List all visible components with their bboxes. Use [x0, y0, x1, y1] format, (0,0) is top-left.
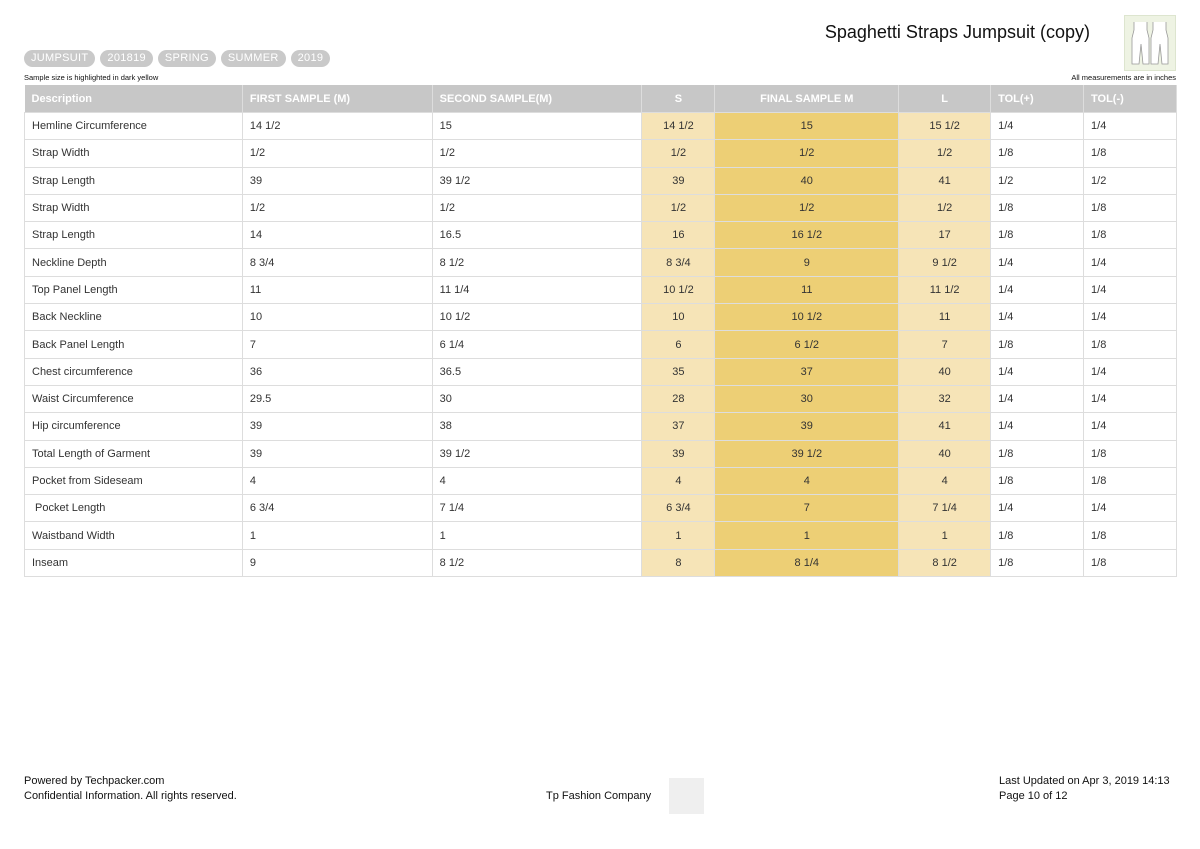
measurement-cell: 6 1/4 — [432, 331, 642, 358]
column-header: FIRST SAMPLE (M) — [242, 85, 432, 113]
measurement-cell: 39 1/2 — [432, 440, 642, 467]
measurement-cell: 8 1/2 — [432, 249, 642, 276]
table-row — [25, 331, 1177, 358]
measurement-cell: 6 1/2 — [715, 331, 899, 358]
measurement-description: Strap Width — [25, 194, 243, 221]
measurement-cell: 10 — [642, 304, 715, 331]
measurement-description: Waistband Width — [25, 522, 243, 549]
column-header: S — [642, 85, 715, 113]
measurement-cell: 1/2 — [1084, 167, 1177, 194]
measurement-cell: 9 — [242, 549, 432, 576]
measurement-cell: 1/4 — [1084, 249, 1177, 276]
measurement-table — [24, 85, 1177, 577]
measurement-cell: 1/8 — [991, 140, 1084, 167]
measurement-cell: 1/2 — [715, 140, 899, 167]
measurement-cell: 41 — [899, 413, 991, 440]
measurement-description: Pocket from Sideseam — [25, 467, 243, 494]
measurement-cell: 14 1/2 — [642, 113, 715, 140]
measurement-cell: 4 — [242, 467, 432, 494]
measurement-cell: 4 — [715, 467, 899, 494]
measurement-cell: 36.5 — [432, 358, 642, 385]
measurement-cell: 1/8 — [1084, 140, 1177, 167]
sample-size-note: Sample size is highlighted in dark yellow — [24, 73, 159, 82]
units-note: All measurements are in inches — [1071, 73, 1176, 82]
measurement-cell: 11 — [899, 304, 991, 331]
measurement-cell: 1/8 — [1084, 440, 1177, 467]
measurement-cell: 1/4 — [1084, 413, 1177, 440]
measurement-cell: 39 — [642, 167, 715, 194]
measurement-cell: 39 — [642, 440, 715, 467]
measurement-cell: 4 — [899, 467, 991, 494]
tag-chip[interactable]: 2019 — [291, 50, 331, 67]
table-row — [25, 194, 1177, 221]
table-row — [25, 304, 1177, 331]
measurement-cell: 32 — [899, 385, 991, 412]
measurement-cell: 1/8 — [991, 222, 1084, 249]
page-number: Page 10 of 12 — [999, 790, 1068, 802]
table-row — [25, 522, 1177, 549]
table-row — [25, 167, 1177, 194]
measurement-cell: 1/2 — [432, 194, 642, 221]
measurement-cell: 1/4 — [991, 276, 1084, 303]
column-header: L — [899, 85, 991, 113]
powered-by-text: Powered by Techpacker.com — [24, 775, 165, 787]
measurement-cell: 1/2 — [242, 194, 432, 221]
last-updated-text: Last Updated on Apr 3, 2019 14:13 — [999, 775, 1170, 787]
measurement-description: Neckline Depth — [25, 249, 243, 276]
column-header: FINAL SAMPLE M — [715, 85, 899, 113]
measurement-cell: 8 — [642, 549, 715, 576]
measurement-cell: 1/8 — [991, 467, 1084, 494]
measurement-cell: 16 — [642, 222, 715, 249]
measurement-cell: 1/4 — [991, 413, 1084, 440]
measurement-cell: 9 — [715, 249, 899, 276]
measurement-cell: 7 1/4 — [899, 495, 991, 522]
measurement-cell: 10 — [242, 304, 432, 331]
measurement-cell: 1/8 — [991, 549, 1084, 576]
measurement-cell: 14 — [242, 222, 432, 249]
measurement-cell: 1/4 — [1084, 113, 1177, 140]
measurement-cell: 1/4 — [991, 113, 1084, 140]
measurement-description: Top Panel Length — [25, 276, 243, 303]
measurement-cell: 1/8 — [991, 440, 1084, 467]
tag-chip[interactable]: 201819 — [100, 50, 153, 67]
column-header: Description — [25, 85, 243, 113]
measurement-cell: 1/8 — [991, 194, 1084, 221]
measurement-cell: 39 — [242, 413, 432, 440]
measurement-cell: 11 1/4 — [432, 276, 642, 303]
measurement-cell: 11 1/2 — [899, 276, 991, 303]
measurement-cell: 1/2 — [642, 140, 715, 167]
table-row — [25, 413, 1177, 440]
measurement-cell: 1/4 — [991, 304, 1084, 331]
measurement-cell: 39 1/2 — [715, 440, 899, 467]
measurement-description: Pocket Length — [25, 495, 243, 522]
measurement-cell: 1 — [432, 522, 642, 549]
measurement-cell: 37 — [715, 358, 899, 385]
measurement-cell: 1 — [899, 522, 991, 549]
measurement-cell: 39 — [242, 167, 432, 194]
measurement-cell: 1/8 — [1084, 467, 1177, 494]
measurement-cell: 1/8 — [991, 331, 1084, 358]
measurement-description: Strap Width — [25, 140, 243, 167]
measurement-cell: 11 — [242, 276, 432, 303]
measurement-cell: 1/2 — [991, 167, 1084, 194]
measurement-cell: 1/2 — [715, 194, 899, 221]
tag-chip[interactable]: JUMPSUIT — [24, 50, 95, 67]
measurement-cell: 29.5 — [242, 385, 432, 412]
measurement-cell: 40 — [715, 167, 899, 194]
measurement-cell: 4 — [432, 467, 642, 494]
measurement-cell: 8 3/4 — [242, 249, 432, 276]
table-header-row — [25, 85, 1177, 113]
measurement-cell: 6 — [642, 331, 715, 358]
measurement-cell: 30 — [715, 385, 899, 412]
measurement-cell: 1/4 — [1084, 304, 1177, 331]
measurement-cell: 1 — [242, 522, 432, 549]
measurement-cell: 1 — [715, 522, 899, 549]
table-row — [25, 385, 1177, 412]
measurement-cell: 14 1/2 — [242, 113, 432, 140]
measurement-description: Waist Circumference — [25, 385, 243, 412]
measurement-cell: 28 — [642, 385, 715, 412]
measurement-cell: 37 — [642, 413, 715, 440]
garment-thumbnail — [1124, 15, 1176, 71]
column-header: SECOND SAMPLE(M) — [432, 85, 642, 113]
measurement-cell: 1/4 — [1084, 385, 1177, 412]
measurement-cell: 1/4 — [1084, 276, 1177, 303]
measurement-cell: 1/2 — [899, 194, 991, 221]
table-row — [25, 249, 1177, 276]
company-name: Tp Fashion Company — [546, 790, 652, 802]
measurement-cell: 1/4 — [991, 385, 1084, 412]
confidential-text: Confidential Information. All rights reserved. — [24, 790, 237, 802]
measurement-cell: 15 1/2 — [899, 113, 991, 140]
company-logo — [669, 778, 704, 814]
footer-right — [999, 774, 1170, 804]
measurement-cell: 6 3/4 — [242, 495, 432, 522]
measurement-cell: 36 — [242, 358, 432, 385]
measurement-cell: 4 — [642, 467, 715, 494]
measurement-cell: 10 1/2 — [432, 304, 642, 331]
measurement-cell: 1/4 — [991, 358, 1084, 385]
measurement-cell: 7 — [715, 495, 899, 522]
measurement-cell: 1/2 — [642, 194, 715, 221]
measurement-cell: 1/4 — [991, 495, 1084, 522]
tag-chip[interactable]: SPRING — [158, 50, 216, 67]
table-row — [25, 467, 1177, 494]
measurement-cell: 7 — [899, 331, 991, 358]
table-row — [25, 495, 1177, 522]
page-title: Spaghetti Straps Jumpsuit (copy) — [824, 22, 1090, 42]
measurement-description: Back Neckline — [25, 304, 243, 331]
measurement-cell: 1/8 — [1084, 549, 1177, 576]
tag-chip[interactable]: SUMMER — [221, 50, 286, 67]
measurement-description: Strap Length — [25, 222, 243, 249]
measurement-cell: 1/4 — [1084, 358, 1177, 385]
measurement-cell: 6 3/4 — [642, 495, 715, 522]
tag-list — [24, 50, 330, 67]
measurement-cell: 1/2 — [432, 140, 642, 167]
measurement-cell: 30 — [432, 385, 642, 412]
measurement-cell: 38 — [432, 413, 642, 440]
measurement-cell: 8 3/4 — [642, 249, 715, 276]
measurement-cell: 39 — [715, 413, 899, 440]
measurement-cell: 17 — [899, 222, 991, 249]
measurement-description: Back Panel Length — [25, 331, 243, 358]
measurement-cell: 15 — [715, 113, 899, 140]
measurement-cell: 1/2 — [242, 140, 432, 167]
table-row — [25, 440, 1177, 467]
measurement-cell: 1/8 — [1084, 522, 1177, 549]
measurement-cell: 1/2 — [899, 140, 991, 167]
measurement-description: Total Length of Garment — [25, 440, 243, 467]
measurement-cell: 8 1/2 — [899, 549, 991, 576]
measurement-cell: 16 1/2 — [715, 222, 899, 249]
measurement-cell: 10 1/2 — [715, 304, 899, 331]
table-row — [25, 222, 1177, 249]
measurement-cell: 39 1/2 — [432, 167, 642, 194]
table-row — [25, 549, 1177, 576]
measurement-cell: 40 — [899, 440, 991, 467]
measurement-cell: 1/8 — [1084, 331, 1177, 358]
measurement-cell: 7 — [242, 331, 432, 358]
measurement-cell: 35 — [642, 358, 715, 385]
table-row — [25, 276, 1177, 303]
measurement-cell: 1 — [642, 522, 715, 549]
measurement-cell: 1/4 — [1084, 495, 1177, 522]
measurement-description: Strap Length — [25, 167, 243, 194]
measurement-cell: 40 — [899, 358, 991, 385]
measurement-cell: 9 1/2 — [899, 249, 991, 276]
measurement-description: Chest circumference — [25, 358, 243, 385]
measurement-cell: 11 — [715, 276, 899, 303]
column-header: TOL(+) — [991, 85, 1084, 113]
measurement-cell: 7 1/4 — [432, 495, 642, 522]
measurement-cell: 1/8 — [1084, 222, 1177, 249]
footer-left — [24, 774, 237, 804]
measurement-description: Hemline Circumference — [25, 113, 243, 140]
measurement-cell: 41 — [899, 167, 991, 194]
table-row — [25, 140, 1177, 167]
measurement-cell: 16.5 — [432, 222, 642, 249]
measurement-cell: 8 1/4 — [715, 549, 899, 576]
measurement-cell: 39 — [242, 440, 432, 467]
measurement-cell: 8 1/2 — [432, 549, 642, 576]
measurement-cell: 1/8 — [991, 522, 1084, 549]
measurement-description: Hip circumference — [25, 413, 243, 440]
table-row — [25, 358, 1177, 385]
measurement-cell: 15 — [432, 113, 642, 140]
measurement-cell: 1/8 — [1084, 194, 1177, 221]
measurement-cell: 1/4 — [991, 249, 1084, 276]
measurement-cell: 10 1/2 — [642, 276, 715, 303]
measurement-description: Inseam — [25, 549, 243, 576]
table-row — [25, 113, 1177, 140]
column-header: TOL(-) — [1084, 85, 1177, 113]
